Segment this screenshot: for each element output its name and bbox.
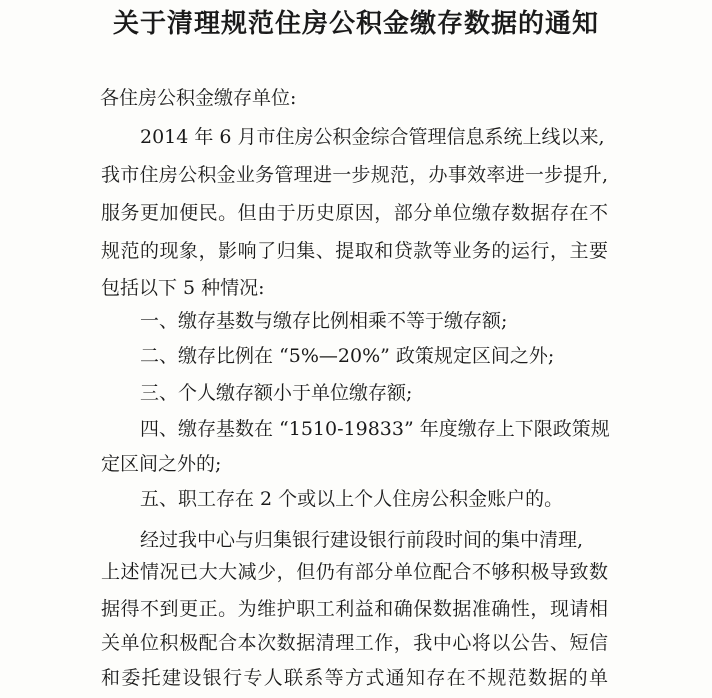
document-title: 关于清理规范住房公积金缴存数据的通知 bbox=[112, 9, 599, 39]
paragraph-line: 2014 年 6 月市住房公积金综合管理信息系统上线以来, bbox=[140, 126, 605, 148]
paragraph-line: 关单位积极配合本次数据清理工作，我中心将以公告、短信 bbox=[101, 632, 608, 654]
list-item: 一、缴存基数与缴存比例相乘不等于缴存额; bbox=[140, 310, 508, 332]
paragraph-line: 和委托建设银行专人联系等方式通知存在不规范数据的单 bbox=[101, 667, 608, 689]
paragraph-line: 规范的现象，影响了归集、提取和贷款等业务的运行，主要 bbox=[101, 240, 608, 262]
paragraph-line: 据得不到更正。为维护职工利益和确保数据准确性，现请相 bbox=[101, 598, 608, 620]
paragraph-line: 我市住房公积金业务管理进一步规范，办事效率进一步提升, bbox=[101, 164, 608, 186]
list-item: 五、职工存在 2 个或以上个人住房公积金账户的。 bbox=[140, 488, 564, 510]
salutation: 各住房公积金缴存单位: bbox=[100, 87, 297, 109]
list-item: 二、缴存比例在 “5%—20%” 政策规定区间之外; bbox=[140, 345, 555, 367]
paragraph-line: 上述情况已大大减少，但仍有部分单位配合不够积极导致数 bbox=[101, 561, 608, 583]
list-item-continuation: 定区间之外的; bbox=[101, 453, 222, 475]
paragraph-line: 经过我中心与归集银行建设银行前段时间的集中清理, bbox=[140, 529, 584, 551]
paragraph-line: 包括以下 5 种情况: bbox=[101, 277, 265, 299]
list-item: 三、个人缴存额小于单位缴存额; bbox=[140, 382, 413, 404]
paragraph-line: 服务更加便民。但由于历史原因，部分单位缴存数据存在不 bbox=[101, 202, 608, 224]
list-item: 四、缴存基数在 “1510-19833” 年度缴存上下限政策规 bbox=[140, 418, 610, 440]
